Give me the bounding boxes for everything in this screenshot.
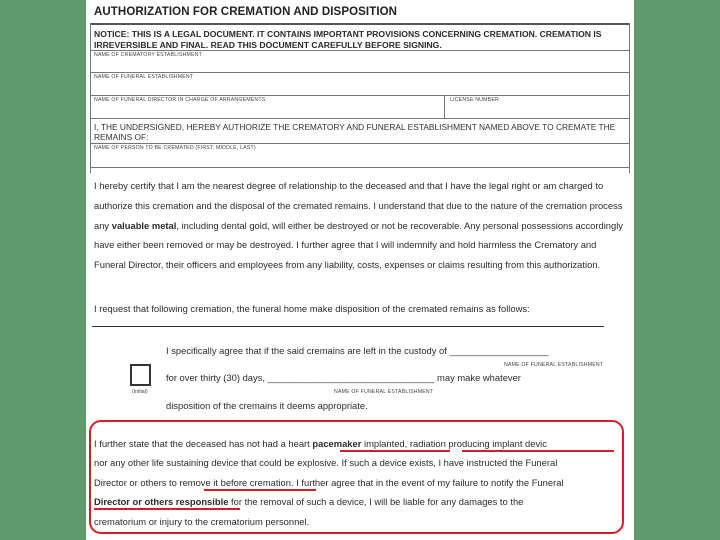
form-title: AUTHORIZATION FOR CREMATION AND DISPOSITION [94, 6, 398, 18]
funeral-establishment-label: NAME OF FUNERAL ESTABLISHMENT [94, 74, 194, 80]
crematory-field-rule [90, 72, 630, 73]
authorization-statement: I, THE UNDERSIGNED, HEREBY AUTHORIZE THE CREMATORY AND FUNERAL ESTABLISHMENT NAMED ABOVE TO CREMATE THE REMAINS OF: [94, 122, 616, 142]
person-cremated-label: NAME OF PERSON TO BE CREMATED (FIRST, MIDDLE, LAST) [94, 145, 256, 151]
device-line-3: Director or others to remove it before cremation. I further agree that in the event of my failure to notify the Funeral [94, 476, 564, 488]
right-border [629, 23, 630, 173]
disposition-discretion-line: disposition of the cremains it deems appropriate. [166, 400, 368, 411]
device-line-2: nor any other life sustaining device that could be explosive. If such a device exists, I have instructed the Funeral [94, 457, 558, 469]
custody-agreement-line: I specifically agree that if the said cremains are left in the custody of ___________________ [166, 345, 549, 356]
undersigned-rule [90, 143, 630, 144]
certify-text-2: , including dental gold, will either be destroyed or not be recoverable. Any personal possessions accordingly have either been removed or may be destroyed. I further agree that I will indemnify and hold harmless the Crematory and Funeral Director, their officers and employees from any liability, costs, expenses or claims resulting from this authorization. [94, 219, 623, 271]
initial-label: (Initial) [132, 389, 148, 395]
implanted-text: implanted, radiation producing implant devic [361, 438, 547, 449]
establishment-field-rule [90, 95, 630, 96]
license-label: LICENSE NUMBER [450, 97, 499, 103]
pacemaker-underline [340, 450, 450, 452]
valuable-metal-term: valuable metal [111, 219, 177, 231]
device-line-5: crematorium or injury to the crematorium personnel. [94, 515, 310, 527]
license-divider [444, 95, 445, 118]
initial-checkbox[interactable] [130, 364, 151, 386]
title-rule [90, 23, 630, 25]
red-highlight-box [89, 420, 624, 534]
director-field-rule [90, 118, 630, 119]
notice-rule [90, 50, 630, 51]
left-border [90, 23, 91, 173]
custody-establishment-label: NAME OF FUNERAL ESTABLISHMENT [504, 362, 604, 368]
device-intro: I further state that the deceased has not had a heart [94, 438, 313, 449]
pacemaker-term: pacemaker [312, 438, 362, 449]
remove-underline [204, 489, 316, 491]
thirty-days-line: for over thirty (30) days, ________________________________ may make whatever [166, 372, 521, 383]
legal-notice: NOTICE: THIS IS A LEGAL DOCUMENT. IT CONTAINS IMPORTANT PROVISIONS CONCERNING CREMATION. CREMATION IS IRREVERSIBLE AND FINAL. READ THIS DOCUMENT CAREFULLY BEFORE SIGNING. [94, 29, 602, 50]
disposition-request: I request that following cremation, the funeral home make disposition of the cremated remains as follows: [94, 303, 530, 314]
responsible-term: Director or others responsible [94, 496, 229, 508]
cremation-authorization-form [86, 0, 634, 540]
certify-text-1: I hereby certify that I am the nearest degree of relationship to the deceased and that I have the legal right or am charged to authorize this cremation and the disposal of the cremated remains. I understand that due to the nature of the cremation process any [94, 180, 623, 231]
radiation-underline [462, 450, 614, 452]
device-line-4-rest: for the removal of such a device, I will be liable for any damages to the [228, 496, 524, 508]
certification-paragraph [94, 176, 624, 275]
person-field-rule [90, 167, 630, 168]
disposition-blank-line [92, 326, 604, 327]
responsible-underline [94, 508, 240, 510]
funeral-director-label: NAME OF FUNERAL DIRECTOR IN CHARGE OF ARRANGEMENTS [94, 97, 266, 103]
thirty-days-establishment-label: NAME OF FUNERAL ESTABLISHMENT [334, 389, 434, 395]
crematory-label: NAME OF CREMATORY ESTABLISHMENT [94, 52, 203, 58]
